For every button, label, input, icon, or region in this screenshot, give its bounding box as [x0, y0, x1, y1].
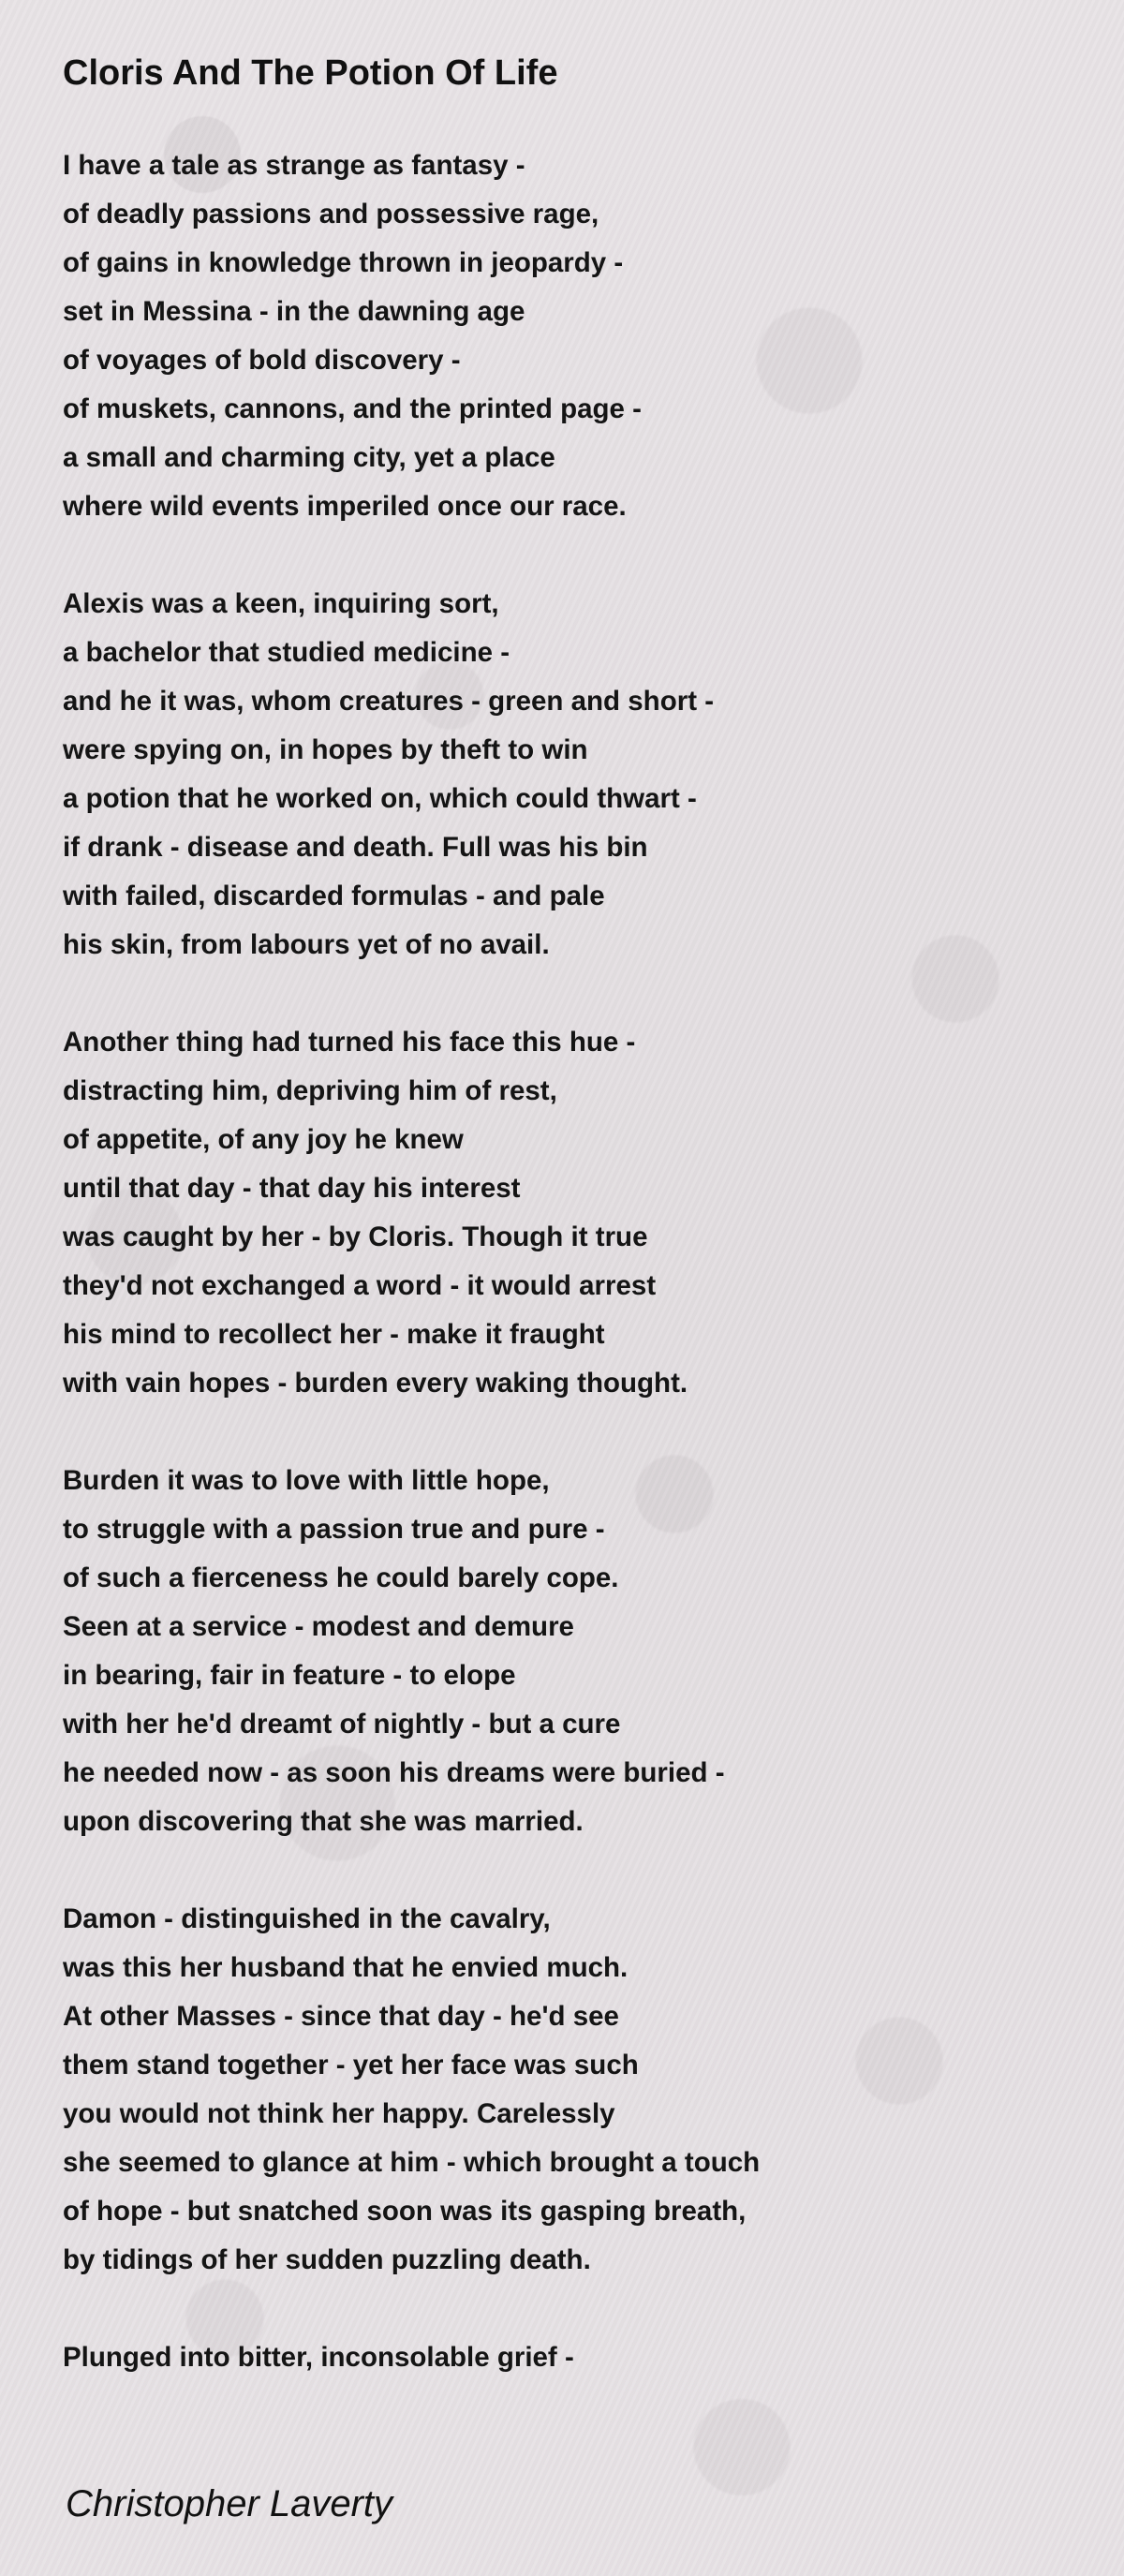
- poem-line: was caught by her - by Cloris. Though it true: [63, 1221, 648, 1252]
- stanza-2: [63, 580, 1074, 970]
- poem-body: [63, 141, 1074, 2431]
- poem-line: in bearing, fair in feature - to elope: [63, 1660, 516, 1691]
- poem-line: of muskets, cannons, and the printed page -: [63, 393, 642, 424]
- poem-line: was this her husband that he envied much.: [63, 1952, 629, 1983]
- poem-line: upon discovering that she was married.: [63, 1806, 584, 1837]
- poem-line: with her he'd dreamt of nightly - but a cure: [63, 1709, 621, 1740]
- poem-line: he needed now - as soon his dreams were buried -: [63, 1757, 725, 1788]
- poem-line: of voyages of bold discovery -: [63, 345, 461, 376]
- poem-line: you would not think her happy. Carelessly: [63, 2098, 615, 2129]
- stanza-4: [63, 1457, 1074, 1846]
- poem-line: with failed, discarded formulas - and pale: [63, 881, 605, 911]
- poem-line: set in Messina - in the dawning age: [63, 296, 525, 327]
- poem-line: Damon - distinguished in the cavalry,: [63, 1903, 551, 1934]
- poem-line: where wild events imperiled once our race.: [63, 491, 627, 522]
- poem-line: of gains in knowledge thrown in jeopardy -: [63, 247, 624, 278]
- poem-line: she seemed to glance at him - which brought a touch: [63, 2147, 761, 2178]
- poem-line: of appetite, of any joy he knew: [63, 1124, 464, 1155]
- poem-line: Alexis was a keen, inquiring sort,: [63, 588, 499, 619]
- poem-line: if drank - disease and death. Full was his bin: [63, 832, 648, 863]
- poem-line: with vain hopes - burden every waking thought.: [63, 1368, 688, 1399]
- poem-line: until that day - that day his interest: [63, 1173, 521, 1204]
- poem-line: a bachelor that studied medicine -: [63, 637, 510, 668]
- author-signature: Christopher Laverty: [66, 2483, 393, 2524]
- stanza-6: [63, 2333, 1074, 2382]
- poem-line: of deadly passions and possessive rage,: [63, 199, 599, 229]
- poem-line: Plunged into bitter, inconsolable grief -: [63, 2342, 574, 2373]
- poem-line: Another thing had turned his face this hue -: [63, 1027, 636, 1058]
- poem-line: Burden it was to love with little hope,: [63, 1465, 550, 1496]
- poem-line: I have a tale as strange as fantasy -: [63, 150, 525, 181]
- poem-line: At other Masses - since that day - he'd see: [63, 2001, 619, 2032]
- poem-line: of such a fierceness he could barely cope.: [63, 1562, 619, 1593]
- stanza-1: [63, 141, 1074, 531]
- poem-line: Seen at a service - modest and demure: [63, 1611, 574, 1642]
- poem-line: his skin, from labours yet of no avail.: [63, 929, 550, 960]
- poem-line: by tidings of her sudden puzzling death.: [63, 2244, 591, 2275]
- stanza-5: [63, 1895, 1074, 2285]
- poem-line: were spying on, in hopes by theft to win: [63, 734, 588, 765]
- poem-line: they'd not exchanged a word - it would arrest: [63, 1270, 657, 1301]
- poem-line: to struggle with a passion true and pure -: [63, 1514, 605, 1545]
- poem-line: distracting him, depriving him of rest,: [63, 1075, 557, 1106]
- poem-line: a potion that he worked on, which could thwart -: [63, 783, 697, 814]
- poem-line: a small and charming city, yet a place: [63, 442, 555, 473]
- stanza-3: [63, 1018, 1074, 1408]
- poem-title: Cloris And The Potion Of Life: [63, 53, 558, 93]
- poem-line: them stand together - yet her face was such: [63, 2050, 639, 2080]
- poem-line: his mind to recollect her - make it fraught: [63, 1319, 605, 1350]
- poem-line: and he it was, whom creatures - green and short -: [63, 686, 715, 717]
- poem-line: of hope - but snatched soon was its gasping breath,: [63, 2196, 747, 2227]
